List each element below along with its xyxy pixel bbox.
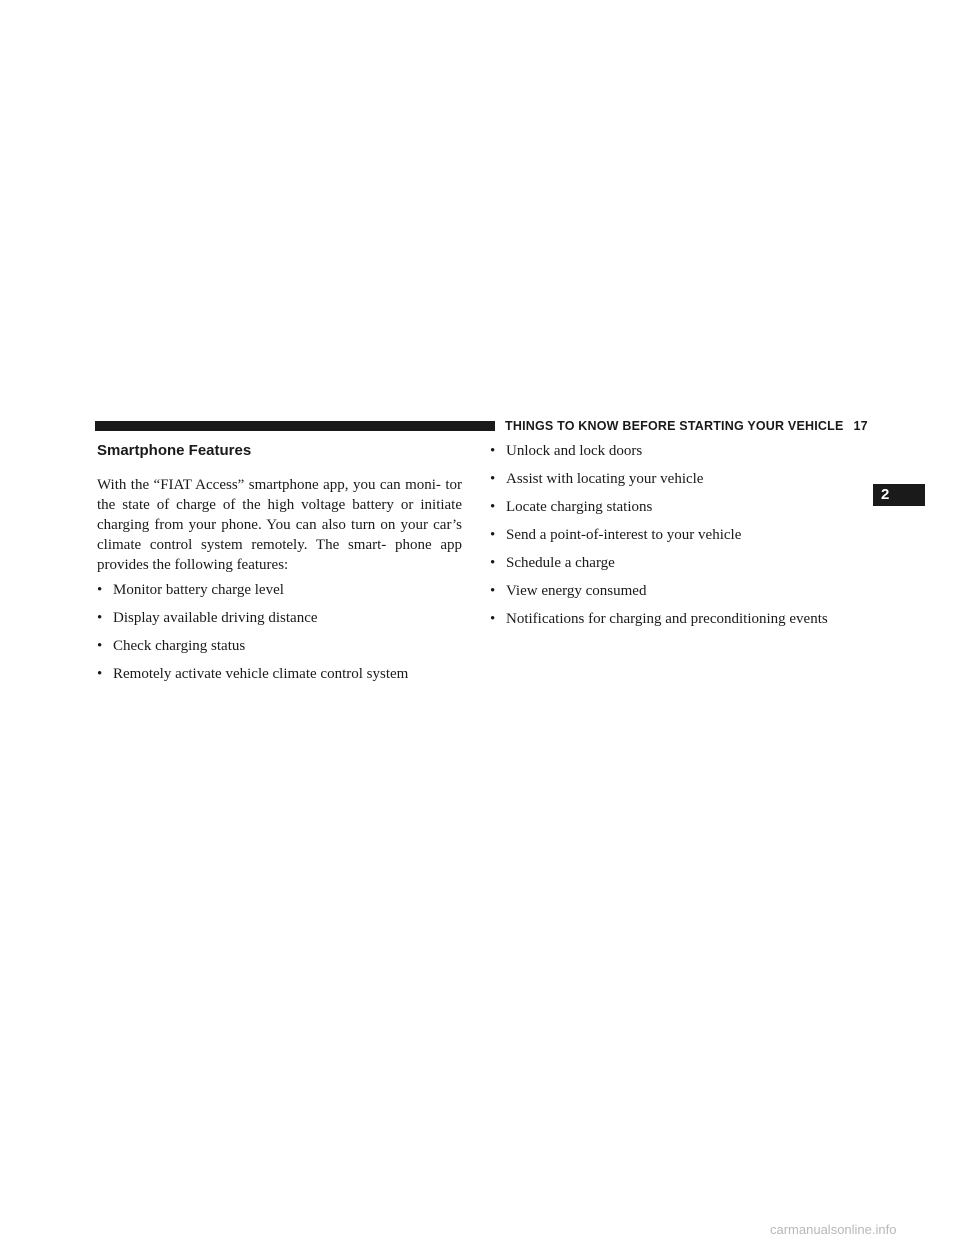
list-item-text: Monitor battery charge level (113, 582, 284, 598)
bullet-icon: • (97, 638, 103, 654)
list-item-text: Schedule a charge (506, 555, 615, 571)
list-item (490, 581, 890, 601)
running-head-title: THINGS TO KNOW BEFORE STARTING YOUR VEHICLE (505, 419, 844, 433)
header-rule-bar (95, 421, 495, 431)
list-item (490, 609, 890, 629)
left-column (97, 441, 462, 692)
bullet-icon: • (490, 527, 496, 543)
intro-line: phone app provides the following features: (97, 537, 462, 573)
list-item (97, 664, 462, 684)
list-item (97, 580, 462, 600)
running-head (505, 419, 868, 433)
bullet-icon: • (490, 471, 496, 487)
list-item (490, 469, 890, 489)
bullet-icon: • (490, 443, 496, 459)
bullet-icon: • (490, 555, 496, 571)
list-item (97, 636, 462, 656)
bullet-icon: • (97, 582, 103, 598)
watermark-text: carmanualsonline.info (770, 1222, 897, 1237)
bullet-icon: • (97, 610, 103, 626)
list-item (490, 525, 890, 545)
list-item-text: Display available driving distance (113, 610, 318, 626)
list-item (490, 441, 890, 461)
right-column (490, 441, 890, 637)
feature-list-left (97, 580, 462, 684)
intro-line: initiate charging from your phone. You can also turn on (97, 497, 463, 533)
intro-line: With the “FIAT Access” smartphone app, you can moni- (97, 477, 441, 493)
list-item-text: Assist with locating your vehicle (506, 471, 704, 487)
list-item-text: Check charging status (113, 638, 246, 654)
list-item-text: Notifications for charging and preconditioning events (506, 611, 828, 627)
bullet-icon: • (490, 499, 496, 515)
list-item-text: Remotely activate vehicle climate control system (113, 666, 409, 682)
bullet-icon: • (490, 583, 496, 599)
intro-line: tor the state of charge of the high voltage battery or (97, 477, 463, 513)
list-item (97, 608, 462, 628)
intro-line: your car’s climate control system remotely. The smart- (97, 517, 463, 553)
list-item-text: Unlock and lock doors (506, 443, 643, 459)
list-item (490, 553, 890, 573)
bullet-icon: • (97, 666, 103, 682)
chapter-tab[interactable]: 2 (873, 484, 925, 506)
page-number: 17 (853, 419, 868, 433)
feature-list-right (490, 441, 890, 629)
list-item-text: Locate charging stations (506, 499, 653, 515)
list-item (490, 497, 890, 517)
list-item-text: Send a point-of-interest to your vehicle (506, 527, 742, 543)
bullet-icon: • (490, 611, 496, 627)
intro-paragraph (97, 475, 462, 575)
section-title: Smartphone Features (97, 442, 252, 459)
list-item-text: View energy consumed (506, 583, 647, 599)
